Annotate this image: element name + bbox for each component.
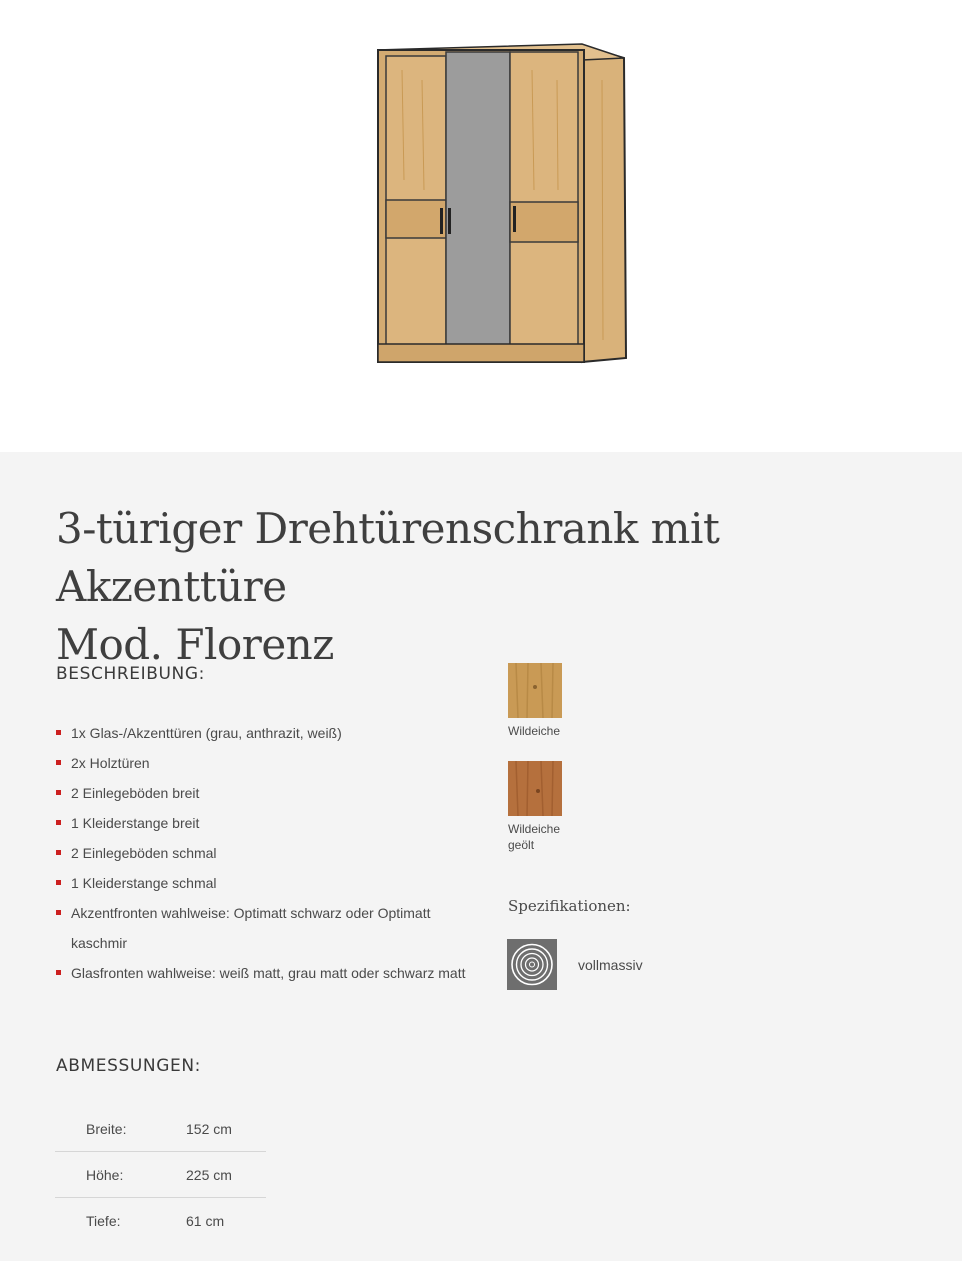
product-details [0,452,962,1261]
list-item: Akzentfronten wahlweise: Optimatt schwarz oder Optimatt kaschmir [56,898,466,958]
bullet-icon [56,880,61,885]
table-row [55,1152,266,1198]
list-item: 2 Einlegeböden schmal [56,838,466,868]
tree-rings-icon [507,939,557,990]
dimensions-heading: ABMESSUNGEN: [56,1056,202,1076]
description-list [56,718,466,988]
wood-grain-icon [508,663,562,718]
product-image-area [0,0,962,452]
list-item: 2 Einlegeböden breit [56,778,466,808]
bullet-icon [56,970,61,975]
bullet-icon [56,820,61,825]
finish-swatch-wildeiche-geoelt[interactable] [508,761,562,816]
bullet-icon [56,790,61,795]
dimensions-table [55,1106,266,1243]
bullet-icon [56,730,61,735]
table-row [55,1106,266,1152]
title-line-2: Mod. Florenz [56,620,334,669]
spec-label: vollmassiv [578,957,643,973]
product-title [56,500,936,674]
list-item: 2x Holztüren [56,748,466,778]
list-item: Glasfronten wahlweise: weiß matt, grau matt oder schwarz matt [56,958,466,988]
title-line-1: 3-türiger Drehtürenschrank mit Akzenttüre [56,504,720,611]
wood-grain-icon [508,761,562,816]
dimension-value: 225 cm [186,1152,266,1198]
finish-swatch-wildeiche[interactable] [508,663,562,718]
bullet-icon [56,850,61,855]
specs-heading: Spezifikationen: [508,897,631,915]
finish-label-wildeiche: Wildeiche [508,724,561,738]
bullet-icon [56,760,61,765]
dimension-value: 61 cm [186,1198,266,1244]
table-row [55,1198,266,1244]
dimension-label: Höhe: [55,1152,186,1198]
bullet-icon [56,910,61,915]
description-heading: BESCHREIBUNG: [56,664,205,684]
dimension-label: Tiefe: [55,1198,186,1244]
dimension-label: Breite: [86,1120,127,1137]
dimension-value: 152 cm [186,1120,232,1137]
list-item: 1 Kleiderstange breit [56,808,466,838]
list-item: 1 Kleiderstange schmal [56,868,466,898]
finish-label-wildeiche-geoelt: Wildeiche geölt [508,822,561,852]
list-item: 1x Glas-/Akzenttüren (grau, anthrazit, weiß) [56,718,466,748]
wardrobe-illustration [372,40,632,370]
